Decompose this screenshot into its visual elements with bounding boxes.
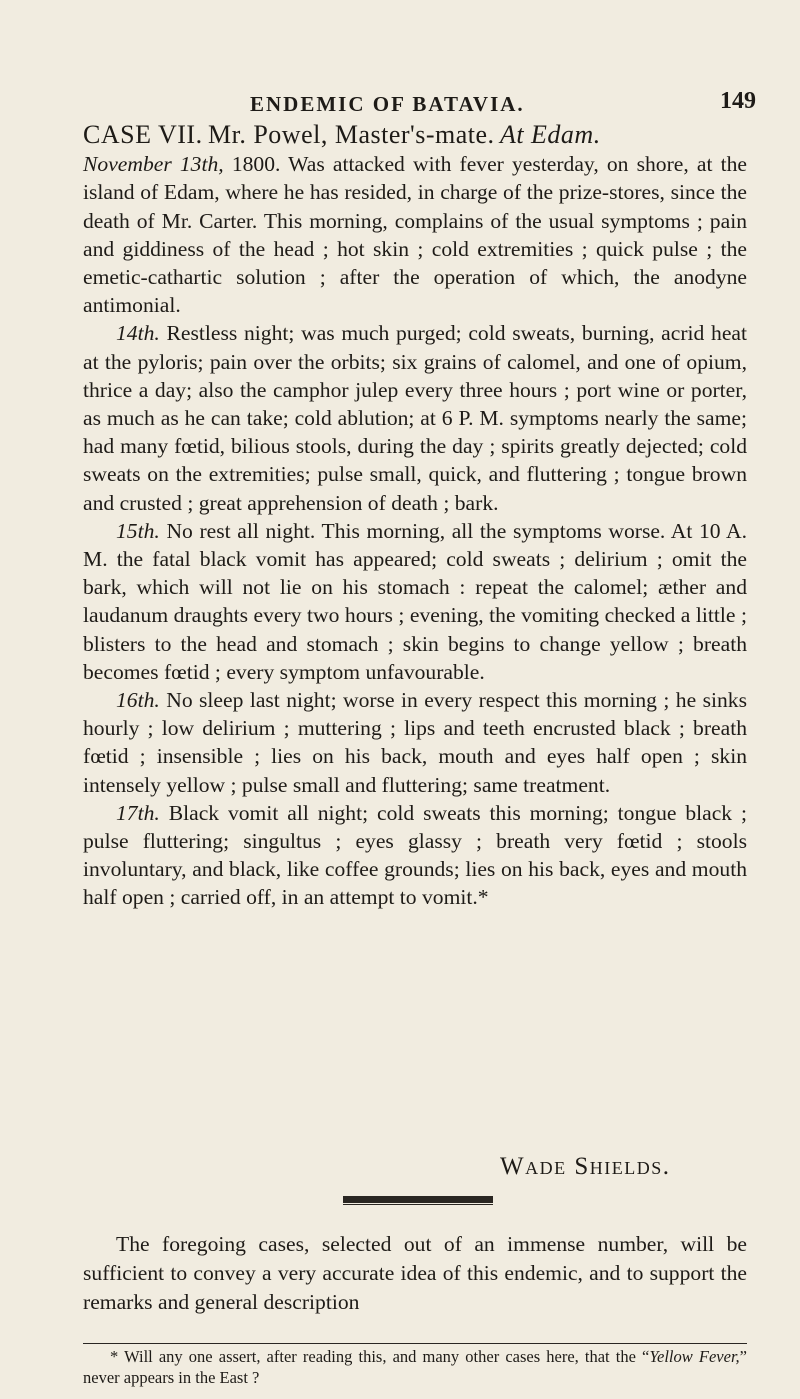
footnote-rule: [83, 1343, 747, 1344]
running-head: ENDEMIC OF BATAVIA.: [250, 92, 525, 116]
section-divider: [343, 1196, 493, 1203]
case-paragraph-15th: [83, 517, 747, 686]
closing-paragraph: The foregoing cases, selected out of an immense number, will be sufficient to convey a very accurate idea of this endemic, and to support the remarks and general description: [83, 1232, 747, 1314]
entry-text: No sleep last night; worse in every respect this morning ; he sinks hourly ; low delirium ; muttering ; lips and teeth encrusted black ; breath fœtid ; insensible ; lies on his back, mouth and eyes half open ; skin intensely yellow ; pulse small and fluttering; same treatment.: [83, 688, 747, 797]
case-paragraph-14th: [83, 319, 747, 516]
case-paragraph-16th: [83, 686, 747, 799]
patient-name: Mr. Powel, Master's-mate.: [208, 120, 495, 149]
footnote-lead: * Will any one assert, after reading this, and many other cases here, that the “: [110, 1347, 650, 1366]
footnote-tail: ” never appears in the East ?: [83, 1347, 747, 1387]
entry-date: November 13th,: [83, 152, 224, 177]
entry-date: 14th.: [116, 321, 160, 346]
footnote: [83, 1346, 747, 1388]
case-location: At Edam.: [499, 120, 601, 149]
case-paragraph-17th: [83, 799, 747, 912]
entry-text: No rest all night. This morning, all the symptoms worse. At 10 A. M. the fatal black vomit has appeared; cold sweats ; delirium ; omit the bark, which will not lie on his stomach : repeat the calomel; æther and laudanum draughts every two hours ; evening, the vomiting checked a little ; blisters to the head and stomach ; skin begins to change yellow ; breath becomes fœtid ; every symptom unfavourable.: [83, 518, 748, 684]
case-paragraph-13th: [83, 121, 747, 319]
entry-text: Restless night; was much purged; cold sweats, burning, acrid heat at the pyloris; pain over the orbits; six grains of calomel, and one of opium, thrice a day; also the camphor julep every three hours ; port wine or porter, as much as he can take; cold ablution; at 6 P. M. symptoms nearly the same; had many fœtid, bilious stools, during the day ; spirits greatly dejected; cold sweats on the extremities; pulse small, quick, and fluttering ; tongue brown and crusted ; great apprehension of death ; bark.: [83, 321, 747, 515]
case-number: CASE VII.: [83, 120, 203, 149]
entry-date: 17th.: [116, 800, 160, 825]
entry-text: 1800. Was attacked with fever yesterday, on shore, at the island of Edam, where he has resided, in charge of the prize-stores, since the death of Mr. Carter. This morning, complains of the usual symptoms ; pain and giddiness of the head ; hot skin ; cold extremities ; quick pulse ; the emetic-cathartic solution ; after the operation of which, the anodyne antimonial.: [83, 152, 747, 318]
entry-date: 15th.: [116, 518, 160, 543]
author-signature: Wade Shields.: [500, 1153, 671, 1180]
entry-text: Black vomit all night; cold sweats this morning; tongue black ; pulse fluttering; singultus ; eyes glassy ; breath very fœtid ; stools involuntary, and black, like coffee grounds; lies on his back, eyes and mouth half open ; carried off, in an attempt to vomit.*: [83, 800, 747, 910]
entry-date: 16th.: [116, 688, 160, 713]
page-number: 149: [720, 88, 756, 114]
case-report: [83, 121, 747, 912]
footnote-term: Yellow Fever,: [649, 1347, 740, 1366]
